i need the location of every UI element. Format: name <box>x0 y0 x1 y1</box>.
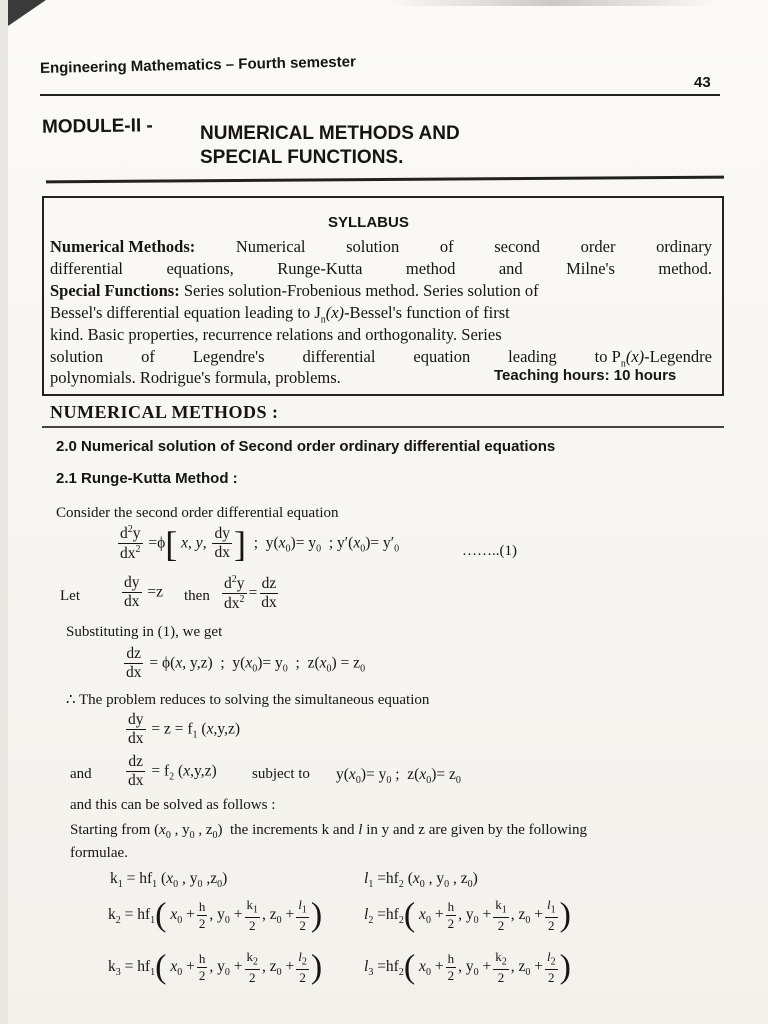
syllabus-word: Milne's <box>566 259 615 278</box>
l2-formula: $l_2 =hf_2$( $x_0$ + $\frac{h}{2}$ , $y_0$ + $\frac{k_1}{2}$ , $z_0$ + $\frac{l_1}{2}$ ) <box>364 896 571 934</box>
reduced-equation: $\frac{dz}{dx}$ = ϕ(x, y,z) ; $y(x_0)= y_0$ ; $z(x_0) = z_0$ <box>126 645 366 682</box>
k1-formula: $k_1 = hf_1$ ($x_0$ , $y_0$ $,z_0$) <box>110 870 228 891</box>
syllabus-word: method. <box>658 259 712 278</box>
subsection-2-1: 2.1 Runge-Kutta Method : <box>56 470 238 487</box>
starting-text: Starting from ($x_0$ , $y_0$ , $z_0$) the increments k and l in y and z are given by the following <box>70 822 587 841</box>
syllabus-word: differential <box>50 259 123 278</box>
syllabus-word: of <box>439 237 454 256</box>
consider-text: Consider the second order differential equation <box>56 505 339 521</box>
and-text: and <box>70 766 92 782</box>
numerical-methods-label: Numerical Methods: <box>50 237 196 256</box>
syllabus-line-3 <box>50 280 712 302</box>
subsection-2-0: 2.0 Numerical solution of Second order ordinary differential equations <box>56 438 556 455</box>
syllabus-word: leading <box>508 347 557 366</box>
syllabus-word: second <box>494 237 541 256</box>
k3-formula: $k_3 = hf_1$( $x_0$ + $\frac{h}{2}$ , $y_0$ + $\frac{k_2}{2}$ , $z_0$ + $\frac{l_2}{2}$ ) <box>108 948 323 986</box>
page-number: 43 <box>694 74 711 91</box>
syllabus-text: Bessel's differential equation leading to <box>50 303 311 322</box>
syllabus-word: differential <box>302 347 376 366</box>
substituting-text: Substituting in (1), we get <box>66 624 223 640</box>
section-heading: NUMERICAL METHODS : <box>50 402 279 422</box>
l3-formula: $l_3 =hf_2$( $x_0$ + $\frac{h}{2}$ , $y_0$ + $\frac{k_2}{2}$ , $z_0$ + $\frac{l_2}{2}$ ) <box>364 948 571 986</box>
running-head: Engineering Mathematics – Fourth semester <box>39 53 357 77</box>
teaching-hours: Teaching hours: 10 hours <box>494 367 677 384</box>
syllabus-word: ordinary <box>656 237 712 256</box>
let-text: Let <box>60 588 80 604</box>
solved-text: and this can be solved as follows : <box>70 797 276 813</box>
initial-conditions: $y(x_0)= y_0$ ; $z(x_0)= z_0$ <box>336 766 461 787</box>
syllabus-word: solution <box>50 347 104 366</box>
formulae-text: formulae. <box>70 845 128 861</box>
special-functions-label: Special Functions: <box>50 281 180 300</box>
syllabus-word: order <box>580 237 616 256</box>
equation-1: $\frac{d^2y}{dx^2}$ =ϕ[ x, y, $\frac{dy}{dx}$ ] ; $y(x_0)= y_0$ ; $y'(x_0)= y'_0$ <box>120 523 400 564</box>
section-rule <box>42 426 724 428</box>
substitution-equation: $\frac{dy}{dx}$ =z <box>124 574 163 611</box>
subject-to-text: subject to <box>252 766 310 782</box>
syllabus-word: Legendre's <box>192 347 265 366</box>
syllabus-word: method <box>405 259 456 278</box>
syllabus-word: of <box>141 347 155 366</box>
bessel-symbol: $J_n(x)$ <box>314 303 345 326</box>
syllabus-word: Runge-Kutta <box>277 259 363 278</box>
then-text: then <box>184 588 210 604</box>
syllabus-word: equation <box>413 347 471 366</box>
header-rule <box>40 94 720 96</box>
second-derivative-equation: $\frac{d^2y}{dx^2}$ = $\frac{dz}{dx}$ <box>224 574 277 613</box>
syllabus-text: -Bessel's function of first <box>344 303 510 322</box>
syllabus-line-2 <box>50 258 712 280</box>
module-title: NUMERICAL METHODS AND SPECIAL FUNCTIONS. <box>200 123 460 168</box>
k2-formula: $k_2 = hf_1$( $x_0$ + $\frac{h}{2}$ , $y_0$ + $\frac{k_1}{2}$ , $z_0$ + $\frac{l_1}{2}$ ) <box>108 896 323 934</box>
simultaneous-equation-2: $\frac{dz}{dx}$ = $f_2$ (x,y,z) <box>128 753 217 790</box>
syllabus-heading: SYLLABUS <box>328 214 409 231</box>
module-label: MODULE-II - <box>41 115 153 138</box>
legendre-symbol: to $P_n(x)$-Legendre <box>594 347 712 370</box>
syllabus-word: equations, <box>166 259 234 278</box>
syllabus-text: Series solution-Frobenious method. Series solution of <box>183 281 539 300</box>
page-corner-shadow <box>8 0 46 26</box>
therefore-text: ∴ The problem reduces to solving the simultaneous equation <box>66 692 430 708</box>
syllabus-line-7: polynomials. Rodrigue's formula, problems. <box>50 368 341 387</box>
equation-number: ……..(1) <box>462 543 517 559</box>
scan-smudge <box>388 0 718 6</box>
syllabus-line-1 <box>50 236 712 258</box>
syllabus-word: solution <box>346 237 400 256</box>
syllabus-word: Numerical <box>235 237 306 256</box>
textbook-page <box>8 0 768 1024</box>
syllabus-line-5: kind. Basic properties, recurrence relations and orthogonality. Series <box>50 325 502 344</box>
title-rule <box>46 176 724 184</box>
simultaneous-equation-1: $\frac{dy}{dx}$ = $z = f_1$ (x,y,z) <box>128 711 241 748</box>
l1-formula: $l_1 =hf_2$ ($x_0$ , $y_0$ , $z_0$) <box>364 870 478 891</box>
syllabus-word: and <box>498 259 523 278</box>
